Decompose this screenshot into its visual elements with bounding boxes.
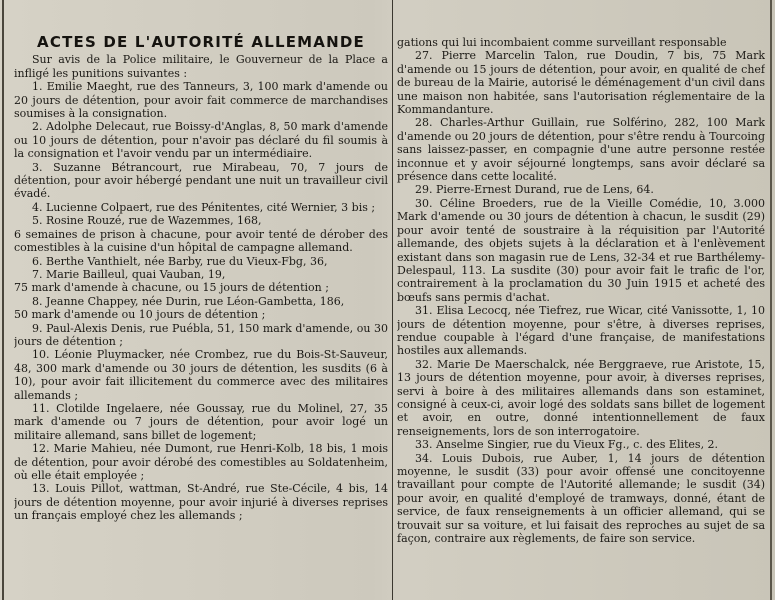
sanction-entry: 3. Suzanne Bétrancourt, rue Mirabeau, 70, 7 jours de détention, pour avoir hébergé pendant une nuit un travailleur civil évadé.: [14, 160, 388, 201]
sanction-entry: 13. Louis Pillot, wattman, St-André, rue Ste-Cécile, 4 bis, 14 jours de détention moyenne, pour avoir injurié à diverses reprises un français employé chez les allemands ;: [14, 482, 388, 523]
sanction-entry: 75 mark d'amende à chacune, ou 15 jours de détention ;: [14, 281, 329, 295]
sanction-entry: 33. Anselme Singier, rue du Vieux Fg., c. des Elites, 2.: [415, 438, 719, 452]
sanction-entry: 34. Louis Dubois, rue Auber, 1, 14 jours de détention moyenne, le susdit (33) pour avoir offensé une concitoyenne travaillant pour compte de l'Autorité allemande; le susdit (34) pour avoir, en qualité d'employé de tramways, donné, étant de service, de faux renseignements à un officier allemand, qui se trouvait sur sa voiture, et lui faisait des reproches au sujet de sa façon, contraire aux règlements, de faire son service.: [397, 451, 765, 546]
sanction-entry: 28. Charles-Arthur Guillain, rue Solférino, 282, 100 Mark d'amende ou 20 jours de détention, pour s'être rendu à Tourcoing sans laissez-passer, en compagnie d'une autre personne restée inconnue et y avoir séjourné longtemps, sans avoir déclaré sa présence dans cette localité.: [397, 116, 765, 184]
sanction-entry: 29. Pierre-Ernest Durand, rue de Lens, 64.: [415, 183, 654, 197]
sanction-entry: 10. Léonie Pluymacker, née Crombez, rue du Bois-St-Sauveur, 48, 300 mark d'amende ou 30 jours de détention, les susdits (6 à 10), pour avoir fait illicitement du commerce avec des militaires allemands ;: [14, 348, 388, 402]
sanction-entry: gations qui lui incombaient comme surveillant responsable: [397, 36, 727, 49]
sanction-entry: 7. Marie Bailleul, quai Vauban, 19,: [32, 267, 226, 281]
sanction-entry: 32. Marie De Maerschalck, née Berggraeve, rue Aristote, 15, 13 jours de détention moyenne, pour avoir, à diverses reprises, servi à boire à des militaires allemands dans son estaminet, consigné à ceux-ci, avoir logé des soldats sans billet de logement et avoir, en outre, donné intentionnellement de faux renseignements, lors de son interrogatoire.: [397, 357, 765, 438]
sanction-entry: 27. Pierre Marcelin Talon, rue Doudin, 7 bis, 75 Mark d'amende ou 15 jours de détention, pour avoir, en qualité de chef de bureau de la Mairie, autorisé le déménagement d'un civil dans une maison non habitée, sans l'autorisation réglementaire de la Kommandanture.: [397, 49, 765, 117]
right-column-body: [397, 36, 765, 545]
sanction-entry: 12. Marie Mahieu, née Dumont, rue Henri-Kolb, 18 bis, 1 mois de détention, pour avoir dérobé des comestibles au Soldatenheim, où elle était employée ;: [14, 442, 388, 482]
sanction-entry: 2. Adolphe Delecaut, rue Boissy-d'Anglas, 8, 50 mark d'amende ou 10 jours de détention, pour n'avoir pas déclaré du fil soumis à la consignation et l'avoir vendu par un intermédiaire.: [14, 120, 388, 161]
sanction-entry: 6. Berthe Vanthielt, née Barby, rue du Vieux-Fbg, 36,: [32, 254, 328, 268]
sanction-entry: 1. Emilie Maeght, rue des Tanneurs, 3, 100 mark d'amende ou 20 jours de détention, pour avoir fait commerce de marchandises soumises à la consignation.: [14, 80, 388, 121]
left-column: [14, 0, 388, 600]
section-heading: ACTES DE L'AUTORITÉ ALLEMANDE: [37, 33, 365, 51]
sanction-entry: 50 mark d'amende ou 10 jours de détention ;: [14, 308, 266, 322]
sanction-entry: 31. Elisa Lecocq, née Tiefrez, rue Wicar, cité Vanissotte, 1, 10 jours de détention moyenne, pour s'être, à diverses reprises, rendue coupable à l'égard d'une française, de manifestations hostiles aux allemands.: [397, 304, 765, 358]
page-edge-shadow: [2, 0, 4, 600]
sanction-entry: 30. Céline Broeders, rue de la Vieille Comédie, 10, 3.000 Mark d'amende ou 30 jours de détention à chacun, le susdit (29) pour avoir tenté de soustraire à la réquisition par l'Autorité allemande, des objets sujets à la déclaration et à l'enlèvement existant dans son magasin rue de Lens, 32-34 et rue Barthélemy-Delespaul, 113. La susdite (30) pour avoir fait le trafic de l'or, contrairement à la proclamation du 30 Juin 1915 et acheté des bœufs sans permis d'achat.: [397, 196, 765, 304]
sanction-entry: 11. Clotilde Ingelaere, née Goussay, rue du Molinel, 27, 35 mark d'amende ou 7 jours de détention, pour avoir logé un militaire allemand, sans billet de logement;: [14, 401, 388, 442]
page-edge-shadow-right: [770, 0, 772, 600]
sanction-entry: 4. Lucienne Colpaert, rue des Pénitentes, cité Wernier, 3 bis ;: [32, 200, 376, 214]
sanction-entry: 8. Jeanne Chappey, née Durin, rue Léon-Gambetta, 186,: [32, 294, 345, 308]
sanction-entry: 9. Paul-Alexis Denis, rue Puébla, 51, 150 mark d'amende, ou 30 jours de détention ;: [14, 321, 388, 348]
column-divider: [392, 0, 393, 600]
right-column: [397, 0, 765, 600]
sanction-entry: 6 semaines de prison à chacune, pour avoir tenté de dérober des comestibles à la cuisine d'un hôpital de campagne allemand.: [14, 227, 388, 255]
sanction-entry: 5. Rosine Rouzé, rue de Wazemmes, 168,: [32, 214, 262, 228]
left-column-body: [14, 53, 388, 522]
intro-paragraph: Sur avis de la Police militaire, le Gouverneur de la Place a infligé les punitions suivantes :: [14, 53, 388, 80]
